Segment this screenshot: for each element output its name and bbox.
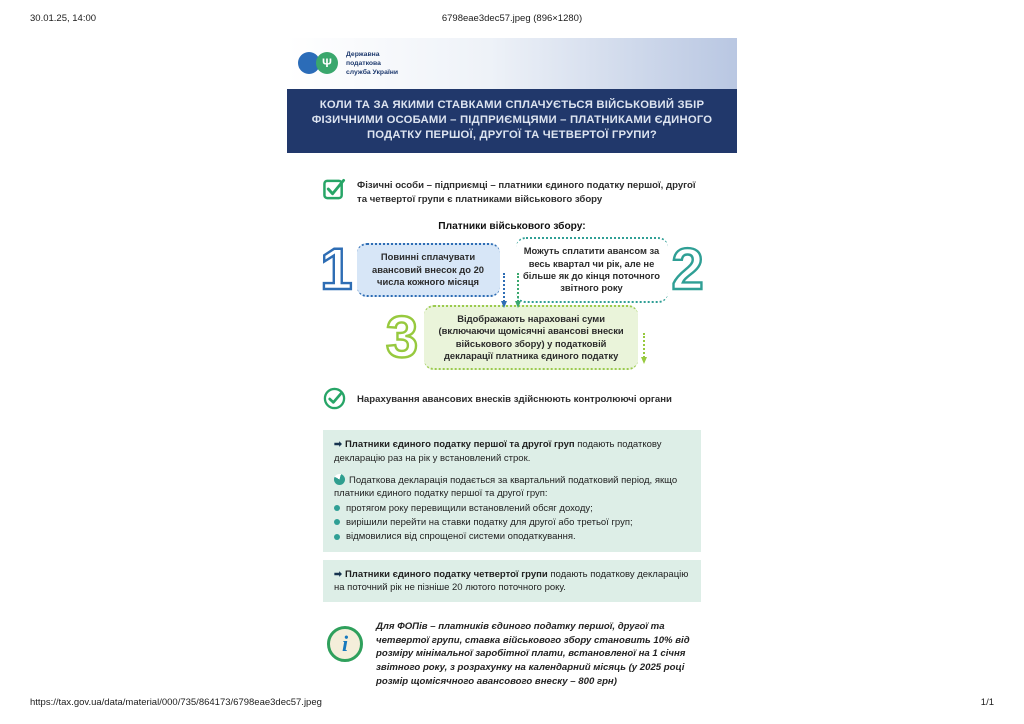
preview-footer xyxy=(30,697,994,708)
group-4-lead-bold: Платники єдиного податку четвертої групи xyxy=(344,568,548,580)
logo-org-line: Державна xyxy=(346,50,380,58)
list-item xyxy=(334,502,690,515)
bullet-dot-icon xyxy=(334,519,340,525)
logo-org-line: податкова xyxy=(346,59,381,67)
group-4-lead xyxy=(334,568,690,595)
connector-arrow-icon xyxy=(643,333,645,361)
step-2-number: 2 xyxy=(671,237,704,303)
arrow-right-icon: ➡ xyxy=(334,568,342,580)
note-statement-text: Нарахування авансових внесків здійснюють контролюючі органи xyxy=(357,394,672,406)
note-statement-row xyxy=(323,387,701,410)
footnote-text: Для ФОПів – платників єдиного податку першої, другої та четвертої групи, ставка військового збору становить 10% від розміру мінімальної заробітної плати, встановленої на 1 січня звітного року, з розрахунку на календарний місяць (у 2025 році розмір щомісячного авансового внеску – 800 грн) xyxy=(376,621,690,687)
bullet-dot-icon xyxy=(334,534,340,540)
preview-timestamp: 30.01.25, 14:00 xyxy=(30,13,97,24)
condition-text: протягом року перевищили встановлений обсяг доходу; xyxy=(346,502,593,514)
infographic-image[interactable] xyxy=(287,38,737,716)
infographic-body xyxy=(287,177,737,716)
conditions-list xyxy=(334,502,690,544)
connector-arrow-icon xyxy=(503,273,505,305)
pie-chart-icon xyxy=(334,474,345,485)
infographic-header-band xyxy=(287,38,737,89)
connector-arrow-icon xyxy=(517,273,519,305)
step-2-bubble: Можуть сплатити авансом за весь квартал чи рік, але не більше як до кінця поточного звітного року xyxy=(516,237,668,303)
condition-text: вирішили перейти на ставки податку для другої або третьої груп; xyxy=(346,516,633,528)
group-4-box xyxy=(323,560,701,603)
groups-1-2-lead-bold: Платники єдиного податку першої та другої груп xyxy=(344,439,575,451)
step-3-bubble: Відображають нараховані суми (включаючи щомісячні авансові внески військового збору) у податковій декларації платника єдиного податку xyxy=(424,305,638,371)
steps-diagram xyxy=(307,237,717,370)
info-icon: i xyxy=(327,626,363,662)
condition-text: відмовилися від спрощеної системи оподаткування. xyxy=(346,531,576,543)
preview-header xyxy=(0,13,1024,27)
arrow-right-icon: ➡ xyxy=(334,439,342,451)
bullet-dot-icon xyxy=(334,505,340,511)
preview-document-title: 6798eae3dec57.jpeg (896×1280) xyxy=(441,13,583,24)
ukraine-trident-icon: Ψ xyxy=(316,52,338,74)
preview-page-number: 1/1 xyxy=(980,697,994,708)
quarterly-declaration-text: Податкова декларація подається за квартальний податковий період, якщо платники єдиного податку першої та другої груп: xyxy=(334,475,678,500)
step-3-number: 3 xyxy=(385,304,419,370)
preview-source-url: https://tax.gov.ua/data/material/000/735/864173/6798eae3dec57.jpeg xyxy=(30,697,322,708)
groups-1-2-box xyxy=(323,430,701,551)
steps-row-1-2 xyxy=(307,237,717,303)
tax-service-logo xyxy=(298,50,398,78)
logo-circles-icon xyxy=(298,51,339,75)
step-1-number: 1 xyxy=(320,237,353,303)
logo-org-name xyxy=(346,50,398,78)
groups-1-2-lead-rest: подають податкову декларацію раз на рік у встановлений строк. xyxy=(334,439,662,464)
step-1-bubble: Повинні сплачувати авансовий внесок до 20 числа кожного місяця xyxy=(357,243,500,296)
groups-1-2-lead xyxy=(334,438,690,465)
checkbox-check-icon xyxy=(323,177,346,200)
quarterly-declaration-lead xyxy=(334,474,690,501)
list-item xyxy=(334,530,690,543)
logo-org-line: служба України xyxy=(346,69,399,77)
infographic-title: КОЛИ ТА ЗА ЯКИМИ СТАВКАМИ СПЛАЧУЄТЬСЯ ВІЙСЬКОВИЙ ЗБІР ФІЗИЧНИМИ ОСОБАМИ – ПІДПРИЄМЦЯМИ – ПЛАТНИКАМИ ЄДИНОГО ПОДАТКУ ПЕРШОЇ, ДРУГОЇ ТА ЧЕТВЕРТОЇ ГРУПИ? xyxy=(287,89,737,153)
group-4-lead-rest: подають податкову декларацію на поточний рік не пізніше 20 лютого поточного року. xyxy=(334,568,689,593)
intro-statement-text: Фізичні особи – підприємці – платники єдиного податку першої, другої та четвертої групи є платниками військового збору xyxy=(357,180,696,205)
steps-heading: Платники військового збору: xyxy=(438,221,586,233)
intro-statement-row xyxy=(323,177,701,206)
circle-check-icon xyxy=(323,387,346,410)
steps-row-3 xyxy=(307,305,717,371)
list-item xyxy=(334,516,690,529)
